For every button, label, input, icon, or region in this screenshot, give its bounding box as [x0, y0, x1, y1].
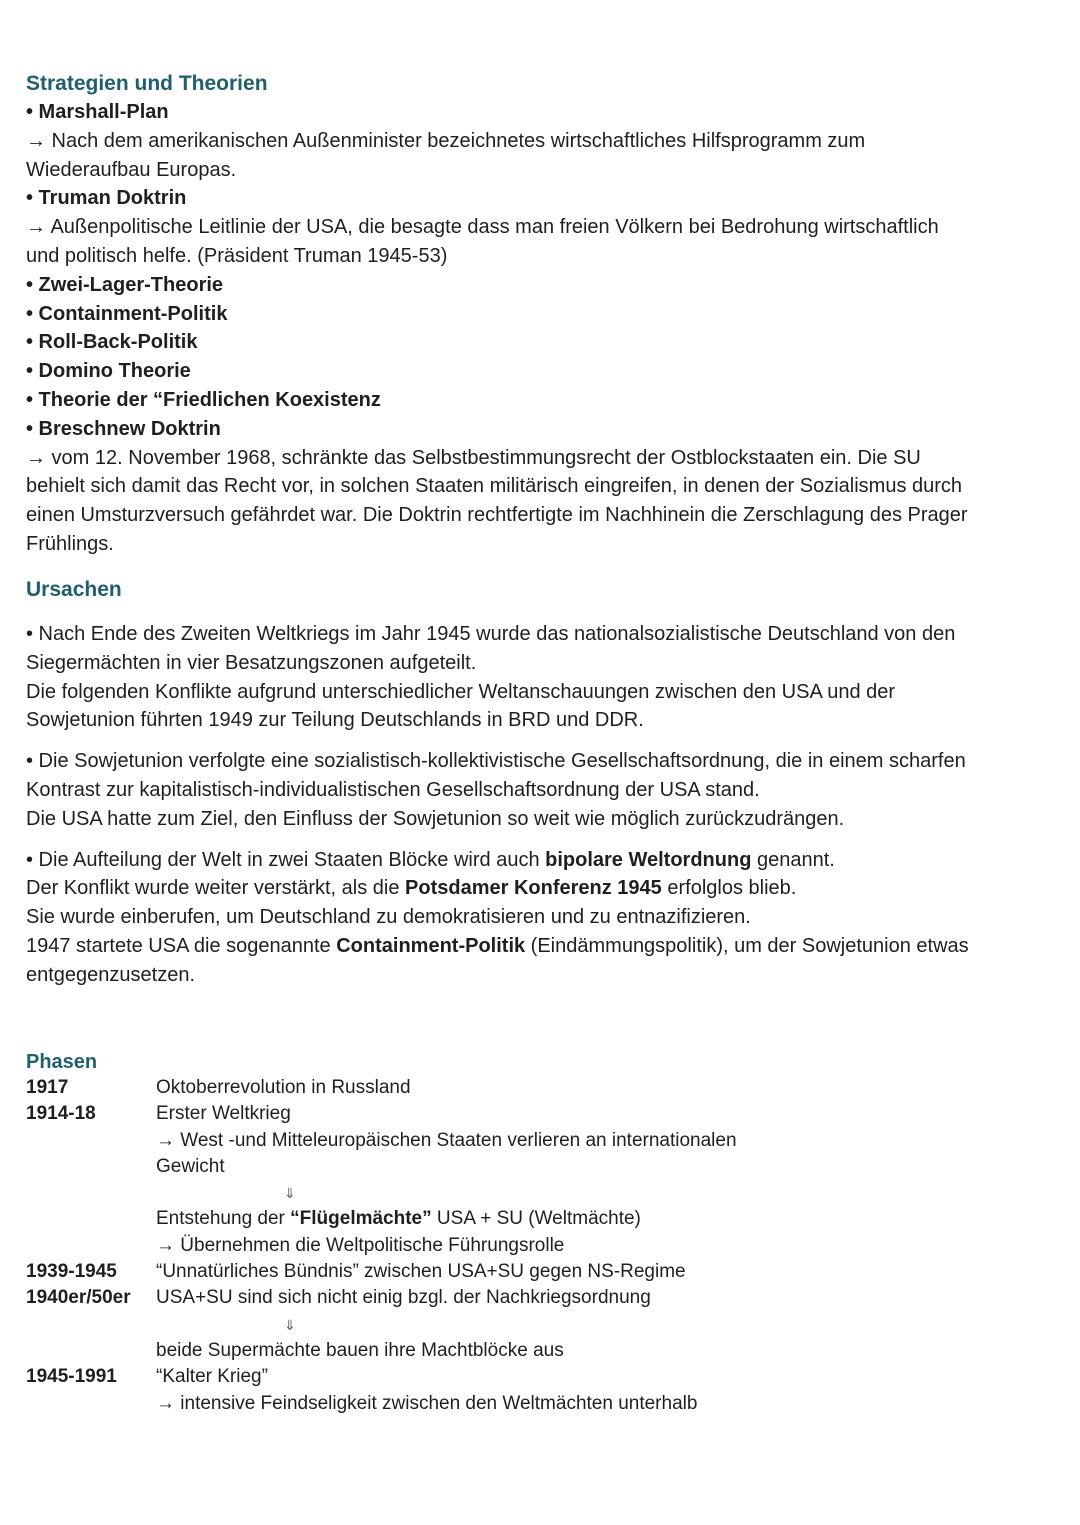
breschnew-desc-4: Frühlings.	[26, 532, 114, 555]
phase-year: 1939-1945	[26, 1261, 117, 1283]
ursachen-p2-line1: • Die Sowjetunion verfolgte eine sozialistisch-kollektivistische Gesellschaftsordnung, die in einem scharfen	[26, 750, 966, 773]
heading-ursachen: Ursachen	[26, 578, 122, 601]
ursachen-p2-line2: Kontrast zur kapitalistisch-individualistischen Gesellschaftsordnung der USA stand.	[26, 778, 760, 801]
ursachen-p1-line1: • Nach Ende des Zweiten Weltkriegs im Jahr 1945 wurde das nationalsozialistische Deutschland von den	[26, 623, 956, 645]
truman-desc-1: → Außenpolitische Leitlinie der USA, die besagte dass man freien Völkern bei Bedrohung wirtschaftlich	[26, 216, 939, 239]
breschnew-desc-1: → vom 12. November 1968, schränkte das Selbstbestimmungsrecht der Ostblockstaaten ein. Die SU	[26, 446, 921, 469]
item-breschnew: • Breschnew Doktrin	[26, 417, 221, 440]
phase-row	[26, 1364, 1066, 1390]
phase-row	[26, 1101, 1066, 1127]
phase-row	[26, 1128, 1066, 1154]
phase-text: Entstehung der “Flügelmächte” USA + SU (Weltmächte)	[156, 1208, 641, 1230]
phase-row	[26, 1285, 1066, 1311]
phase-row	[26, 1233, 1066, 1259]
breschnew-desc-3: einen Umsturzversuch gefährdet war. Die Doktrin rechtfertigte im Nachhinein die Zerschlagung des Prager	[26, 504, 968, 527]
phase-row	[26, 1259, 1066, 1285]
phase-row	[26, 1075, 1066, 1101]
phase-text: Erster Weltkrieg	[156, 1103, 291, 1125]
heading-strategien: Strategien und Theorien	[26, 72, 268, 95]
phase-text: “Kalter Krieg”	[156, 1366, 268, 1388]
item-zwei-lager: • Zwei-Lager-Theorie	[26, 273, 224, 296]
item-truman-doktrin: • Truman Doktrin	[26, 187, 187, 210]
phase-text: → Übernehmen die Weltpolitische Führungsrolle	[156, 1234, 565, 1256]
ursachen-p3-line2: Der Konflikt wurde weiter verstärkt, als die Potsdamer Konferenz 1945 erfolglos blieb.	[26, 877, 797, 900]
section-strategien	[26, 69, 1066, 559]
truman-desc-2: und politisch helfe. (Präsident Truman 1945-53)	[26, 244, 448, 267]
phase-text: → West -und Mitteleuropäischen Staaten verlieren an internationalen	[156, 1129, 737, 1151]
phase-row	[26, 1391, 1066, 1417]
phase-year: 1940er/50er	[26, 1287, 131, 1309]
term-containment-politik: Containment-Politik	[336, 934, 526, 957]
phase-row	[26, 1180, 1066, 1206]
marshall-desc-2: Wiederaufbau Europas.	[26, 158, 237, 181]
ursachen-p1-line3: Die folgenden Konflikte aufgrund unterschiedlicher Weltanschauungen zwischen den USA und der	[26, 680, 896, 703]
heading-phasen: Phasen	[26, 1051, 98, 1073]
phase-text: beide Supermächte bauen ihre Machtblöcke aus	[156, 1339, 564, 1361]
section-ursachen	[26, 575, 1066, 990]
down-arrow-icon: ⇓	[284, 1316, 296, 1333]
marshall-desc-1: → Nach dem amerikanischen Außenminister bezeichnetes wirtschaftliches Hilfsprogramm zum	[26, 129, 866, 152]
item-containment: • Containment-Politik	[26, 302, 228, 325]
item-koexistenz: • Theorie der “Friedlichen Koexistenz	[26, 388, 381, 411]
breschnew-desc-2: behielt sich damit das Recht vor, in solchen Staaten militärisch eingreifen, in denen der Sozialismus durch	[26, 475, 963, 498]
item-marshall-plan: • Marshall-Plan	[26, 101, 169, 123]
term-bipolare-weltordnung: bipolare Weltordnung	[545, 848, 752, 871]
phase-text: “Unnatürliches Bündnis” zwischen USA+SU gegen NS-Regime	[156, 1261, 686, 1283]
ursachen-p3-line5: entgegenzusetzen.	[26, 963, 196, 986]
term-potsdamer-konferenz: Potsdamer Konferenz 1945	[405, 877, 662, 900]
down-arrow-icon: ⇓	[284, 1185, 296, 1202]
phase-year: 1917	[26, 1077, 69, 1098]
ursachen-p2-line3: Die USA hatte zum Ziel, den Einfluss der Sowjetunion so weit wie möglich zurückzudrängen.	[26, 807, 845, 830]
ursachen-p3-line1: • Die Aufteilung der Welt in zwei Staaten Blöcke wird auch bipolare Weltordnung genannt.	[26, 848, 835, 871]
phase-year: 1914-18	[26, 1103, 96, 1125]
phase-text: Oktoberrevolution in Russland	[156, 1077, 411, 1098]
ursachen-p3-line4: 1947 startete USA die sogenannte Containment-Politik (Eindämmungspolitik), um der Sowjetunion etwas	[26, 934, 969, 957]
phase-row	[26, 1154, 1066, 1180]
phase-text: Gewicht	[156, 1155, 225, 1177]
ursachen-p1-line4: Sowjetunion führten 1949 zur Teilung Deutschlands in BRD und DDR.	[26, 709, 644, 732]
ursachen-p3-line3: Sie wurde einberufen, um Deutschland zu demokratisieren und zu entnazifizieren.	[26, 906, 751, 929]
phase-year: 1945-1991	[26, 1366, 117, 1388]
item-domino: • Domino Theorie	[26, 360, 191, 383]
section-phasen	[26, 1049, 1066, 1417]
phase-row	[26, 1312, 1066, 1338]
phase-row	[26, 1338, 1066, 1364]
phase-text: USA+SU sind sich nicht einig bzgl. der Nachkriegsordnung	[156, 1287, 651, 1309]
term-fluegelmaechte: “Flügelmächte”	[290, 1208, 432, 1230]
phase-text: → intensive Feindseligkeit zwischen den Weltmächten unterhalb	[156, 1392, 698, 1414]
phase-row	[26, 1206, 1066, 1232]
ursachen-p1-line2: Siegermächten in vier Besatzungszonen aufgeteilt.	[26, 651, 477, 674]
item-roll-back: • Roll-Back-Politik	[26, 331, 198, 354]
